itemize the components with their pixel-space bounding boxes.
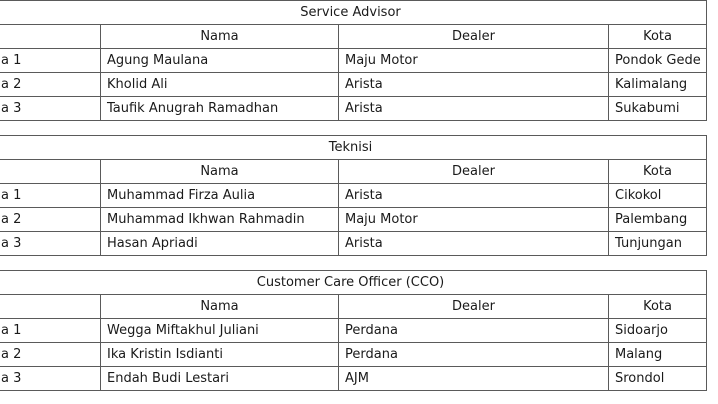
header-nama: Nama xyxy=(101,25,339,49)
cell-kota: Cikokol xyxy=(609,184,707,208)
cell-kota: Malang xyxy=(609,343,707,367)
cell-dealer: Arista xyxy=(339,97,609,121)
cell-dealer: Perdana xyxy=(339,319,609,343)
table-row xyxy=(0,343,707,367)
section-gap xyxy=(0,121,718,135)
cell-kota: Pondok Gede xyxy=(609,49,707,73)
header-kota: Kota xyxy=(609,160,707,184)
header-dealer: Dealer xyxy=(339,25,609,49)
cell-rank: a 1 xyxy=(0,184,101,208)
cell-nama: Ika Kristin Isdianti xyxy=(101,343,339,367)
section-title-row xyxy=(0,136,707,160)
header-nama: Nama xyxy=(101,160,339,184)
cell-rank: a 2 xyxy=(0,73,101,97)
section-table-teknisi xyxy=(0,135,707,256)
section-gap xyxy=(0,256,718,270)
cell-dealer: Arista xyxy=(339,184,609,208)
table-header-row xyxy=(0,295,707,319)
header-kota: Kota xyxy=(609,295,707,319)
cell-nama: Endah Budi Lestari xyxy=(101,367,339,391)
cell-rank: a 2 xyxy=(0,208,101,232)
cell-rank: a 3 xyxy=(0,232,101,256)
cell-dealer: Maju Motor xyxy=(339,208,609,232)
cell-dealer: AJM xyxy=(339,367,609,391)
header-rank xyxy=(0,295,101,319)
cell-nama: Wegga Miftakhul Juliani xyxy=(101,319,339,343)
cell-nama: Agung Maulana xyxy=(101,49,339,73)
section-title-row xyxy=(0,1,707,25)
cell-nama: Taufik Anugrah Ramadhan xyxy=(101,97,339,121)
cell-rank: a 3 xyxy=(0,367,101,391)
table-row xyxy=(0,49,707,73)
table-row xyxy=(0,97,707,121)
cell-kota: Palembang xyxy=(609,208,707,232)
cell-kota: Srondol xyxy=(609,367,707,391)
table-row xyxy=(0,73,707,97)
table-row xyxy=(0,184,707,208)
table-row xyxy=(0,367,707,391)
section-title: Customer Care Officer (CCO) xyxy=(0,271,707,295)
cell-nama: Muhammad Ikhwan Rahmadin xyxy=(101,208,339,232)
cell-dealer: Arista xyxy=(339,73,609,97)
header-rank xyxy=(0,160,101,184)
table-header-row xyxy=(0,160,707,184)
table-row xyxy=(0,208,707,232)
header-kota: Kota xyxy=(609,25,707,49)
table-header-row xyxy=(0,25,707,49)
cell-rank: a 2 xyxy=(0,343,101,367)
section-table-service-advisor xyxy=(0,0,707,121)
cell-nama: Kholid Ali xyxy=(101,73,339,97)
table-row xyxy=(0,319,707,343)
section-table-cco xyxy=(0,270,707,391)
section-title: Service Advisor xyxy=(0,1,707,25)
section-title: Teknisi xyxy=(0,136,707,160)
header-dealer: Dealer xyxy=(339,160,609,184)
header-rank xyxy=(0,25,101,49)
cell-rank: a 1 xyxy=(0,49,101,73)
header-nama: Nama xyxy=(101,295,339,319)
section-title-row xyxy=(0,271,707,295)
cell-dealer: Perdana xyxy=(339,343,609,367)
cell-dealer: Maju Motor xyxy=(339,49,609,73)
cell-kota: Tunjungan xyxy=(609,232,707,256)
cell-nama: Hasan Apriadi xyxy=(101,232,339,256)
cell-kota: Kalimalang xyxy=(609,73,707,97)
cell-nama: Muhammad Firza Aulia xyxy=(101,184,339,208)
cell-kota: Sukabumi xyxy=(609,97,707,121)
cell-rank: a 1 xyxy=(0,319,101,343)
cell-rank: a 3 xyxy=(0,97,101,121)
cell-dealer: Arista xyxy=(339,232,609,256)
table-row xyxy=(0,232,707,256)
cell-kota: Sidoarjo xyxy=(609,319,707,343)
header-dealer: Dealer xyxy=(339,295,609,319)
